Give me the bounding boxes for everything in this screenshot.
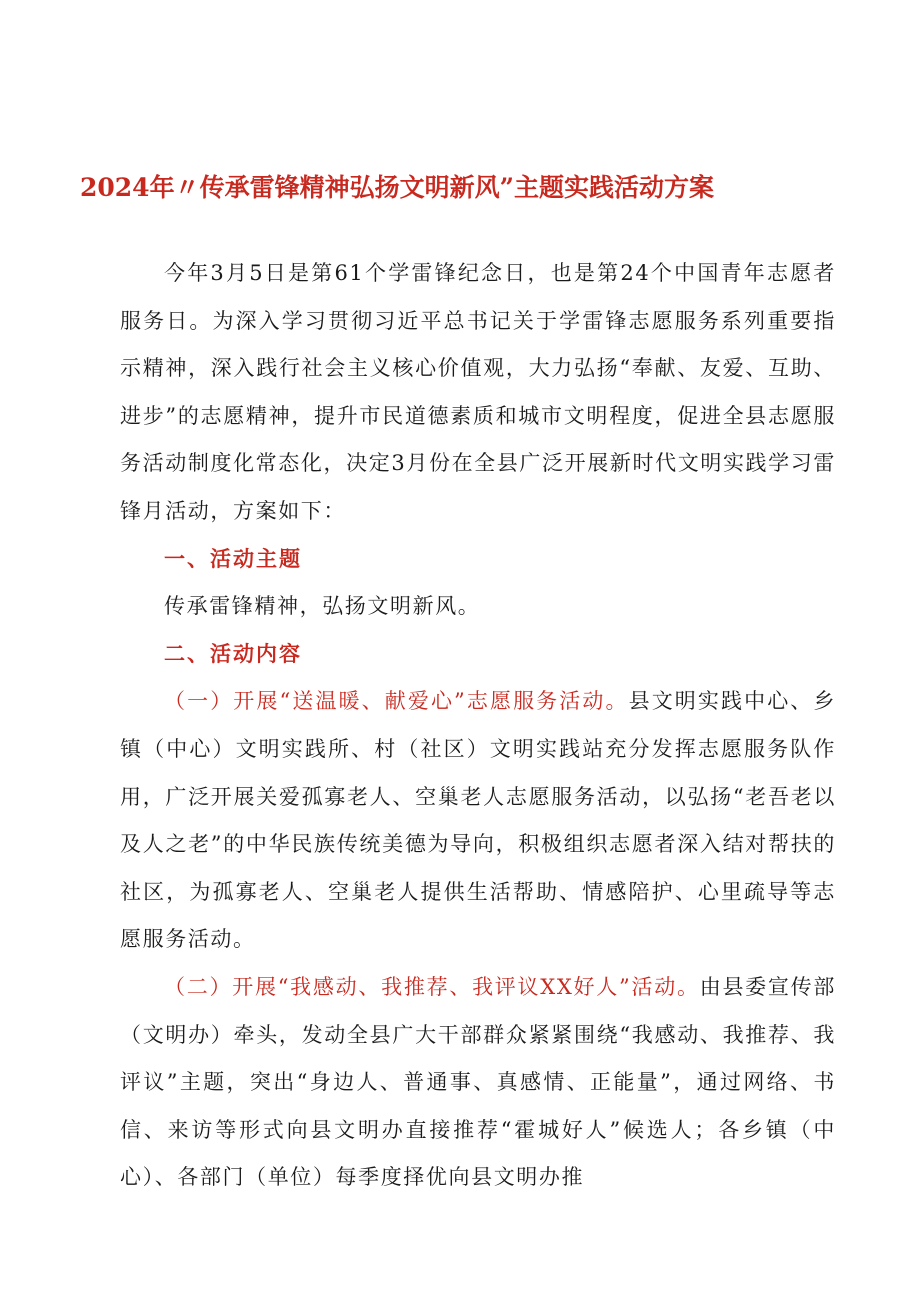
document-body — [120, 250, 836, 1202]
section-heading-content: 二、活动内容 — [164, 641, 302, 666]
section-heading-theme: 一、活动主题 — [164, 546, 302, 571]
content-item-1 — [120, 678, 836, 964]
theme-paragraph: 传承雷锋精神，弘扬文明新风。 — [164, 594, 481, 619]
content-item-2 — [120, 964, 836, 1202]
content-item-1-text: 县文明实践中心、乡镇（中心）文明实践所、村（社区）文明实践站充分发挥志愿服务队作用，广泛开展关爱孤寡老人、空巢老人志愿服务活动，以弘扬“老吾老以及人之老”的中华民族传统美德为导向，积极组织志愿者深入结对帮扶的社区，为孤寡老人、空巢老人提供生活帮助、情感陪护、心里疏导等志愿服务活动。 — [120, 689, 836, 952]
document-title: 2024年〃传承雷锋精神弘扬文明新风”主题实践活动方案 — [80, 173, 714, 202]
intro-paragraph: 今年3月5日是第61个学雷锋纪念日，也是第24个中国青年志愿者服务日。为深入学习贯彻习近平总书记关于学雷锋志愿服务系列重要指示精神，深入践行社会主义核心价值观，大力弘扬“奉献、友爱、互助、进步”的志愿精神，提升市民道德素质和城市文明程度，促进全县志愿服务活动制度化常态化，决定3月份在全县广泛开展新时代文明实践学习雷锋月活动，方案如下： — [120, 261, 836, 523]
content-item-2-text: 由县委宣传部（文明办）牵头，发动全县广大干部群众紧紧围绕“我感动、我推荐、我评议”主题，突出“身边人、普通事、真感情、正能量”，通过网络、书信、来访等形式向县文明办直接推荐“霍城好人”候选人；各乡镇（中心）、各部门（单位）每季度择优向县文明办推 — [120, 974, 836, 1190]
content-item-1-lead: （一）开展“送温暖、献爱心”志愿服务活动。 — [164, 689, 629, 714]
content-item-2-lead: （二）开展“我感动、我推荐、我评议XX好人”活动。 — [164, 974, 700, 999]
